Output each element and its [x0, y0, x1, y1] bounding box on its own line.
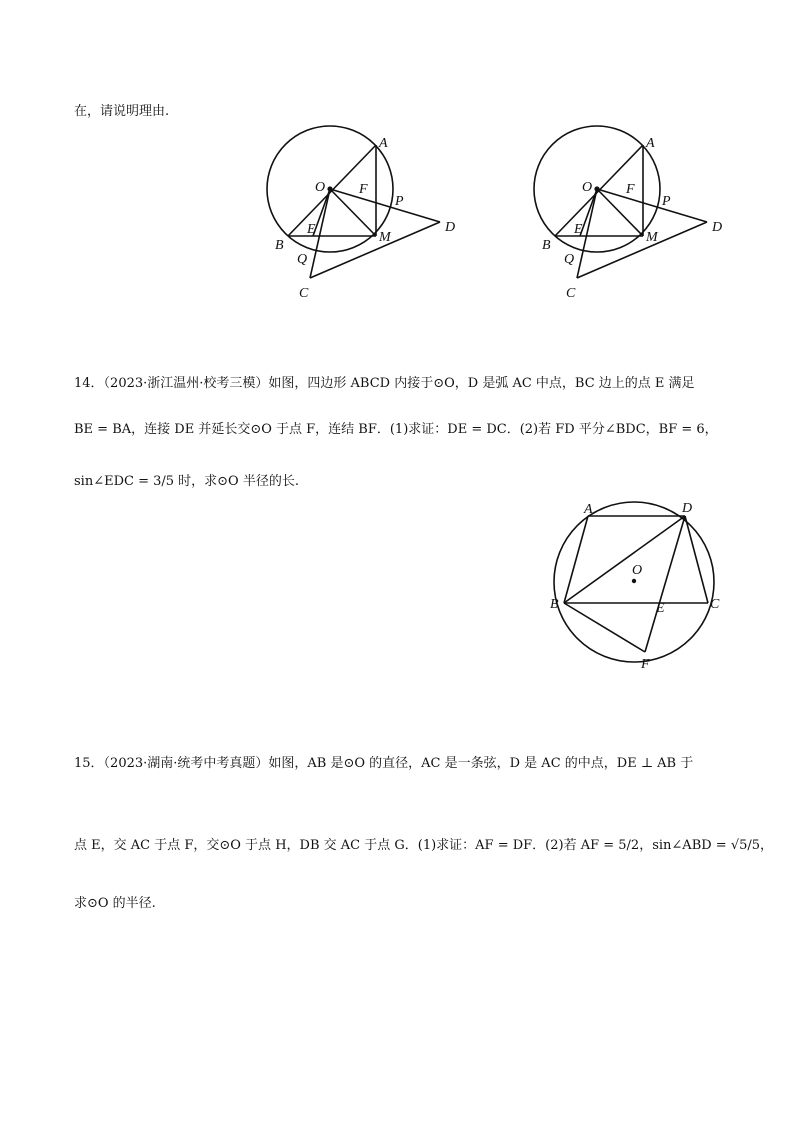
- label-C: C: [710, 597, 720, 612]
- label-B: B: [542, 238, 551, 253]
- label-F: F: [626, 182, 635, 197]
- label-E: E: [307, 222, 316, 237]
- label-D: D: [682, 501, 693, 516]
- intro-line: 在，请说明理由.: [74, 104, 170, 119]
- label-P: P: [395, 194, 404, 209]
- label-B: B: [275, 238, 284, 253]
- q14-line-3: sin∠EDC = 3/5 时，求⊙O 半径的长.: [74, 474, 299, 489]
- label-A: A: [379, 136, 388, 151]
- geometry-figure-left: [255, 125, 475, 305]
- label-Q: Q: [297, 252, 308, 267]
- label-A: A: [646, 136, 655, 151]
- label-A: A: [584, 502, 593, 517]
- label-E: E: [656, 601, 665, 616]
- label-O: O: [582, 180, 593, 195]
- q15-line-1: 15．（2023·湖南·统考中考真题）如图，AB 是⊙O 的直径，AC 是一条弦，D 是 AC 的中点，DE ⊥ AB 于: [74, 756, 694, 771]
- label-D: D: [712, 220, 723, 235]
- label-D: D: [445, 220, 456, 235]
- q15-line-2: 点 E，交 AC 于点 F，交⊙O 于点 H，DB 交 AC 于点 G．(1)求证：AF = DF．(2)若 AF = 5/2，sin∠ABD = √5/5，: [74, 838, 774, 853]
- label-O: O: [632, 563, 643, 578]
- label-M: M: [379, 230, 391, 245]
- geometry-figure-right: [522, 125, 742, 305]
- q14-line-1: 14．（2023·浙江温州·校考三模）如图，四边形 ABCD 内接于⊙O，D 是弧 AC 中点，BC 边上的点 E 满足: [74, 376, 695, 391]
- label-C: C: [566, 286, 576, 301]
- label-O: O: [315, 180, 326, 195]
- geometry-figure-q14: [540, 500, 730, 680]
- label-Q: Q: [564, 252, 575, 267]
- q14-line-2: BE = BA，连接 DE 并延长交⊙O 于点 F，连结 BF．(1)求证：DE = DC．(2)若 FD 平分∠BDC，BF = 6，: [74, 422, 718, 437]
- label-E: E: [574, 222, 583, 237]
- label-F: F: [641, 657, 650, 672]
- label-F: F: [359, 182, 368, 197]
- label-B: B: [550, 597, 559, 612]
- q15-line-3: 求⊙O 的半径.: [74, 896, 156, 911]
- label-M: M: [646, 230, 658, 245]
- label-P: P: [662, 194, 671, 209]
- label-C: C: [299, 286, 309, 301]
